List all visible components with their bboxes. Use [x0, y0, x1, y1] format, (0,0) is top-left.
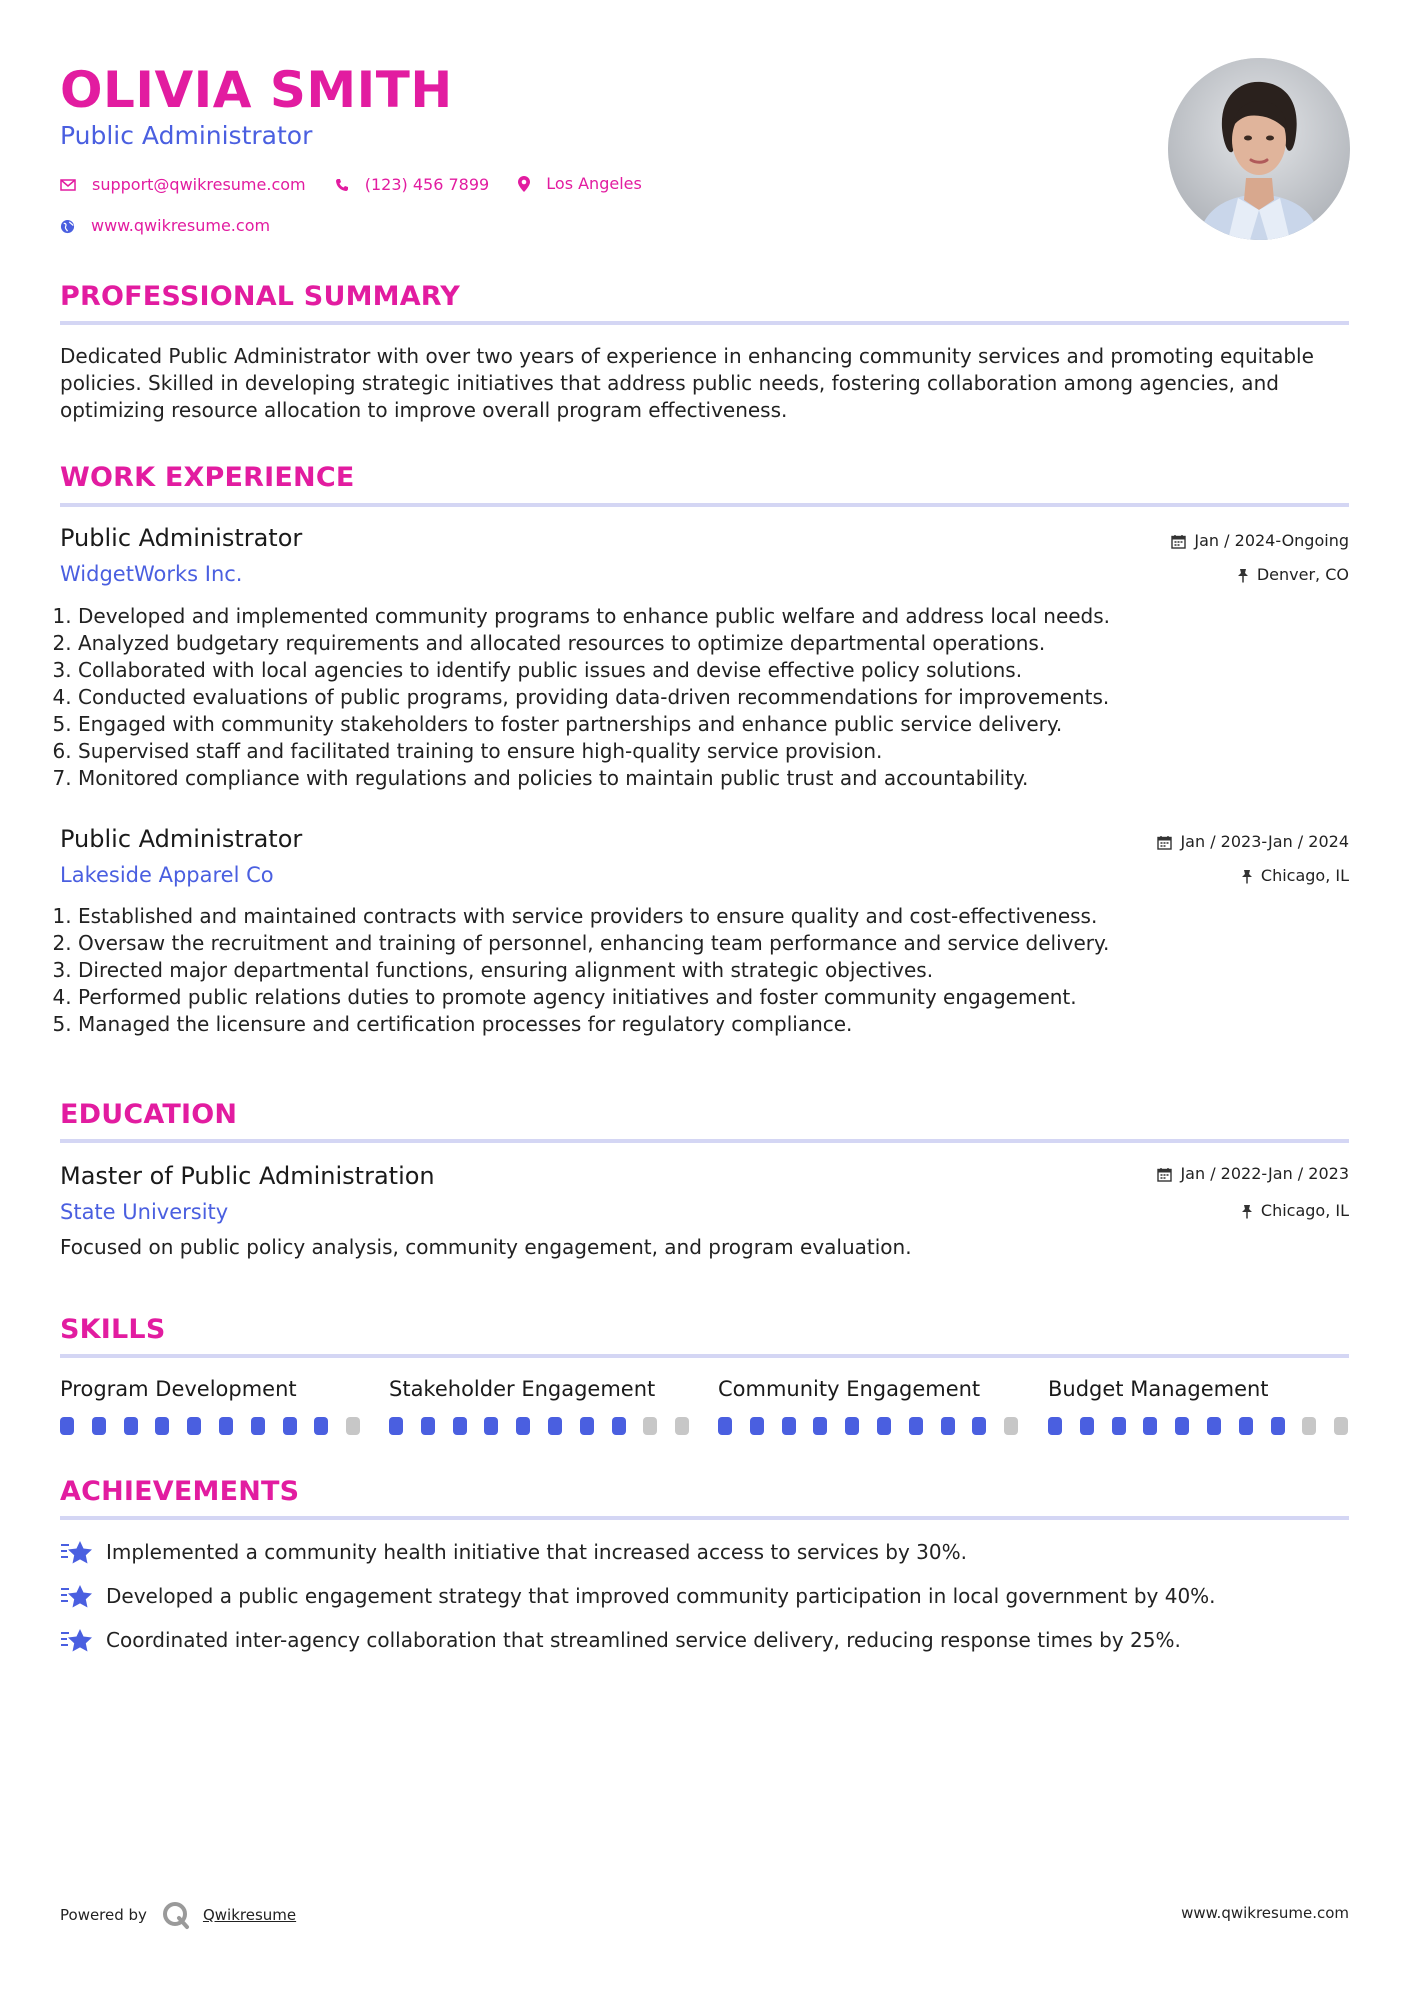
- list-item: 2. Analyzed budgetary requirements and allocated resources to optimize departmental operations.: [78, 630, 1348, 657]
- education-heading: EDUCATION: [60, 1099, 238, 1130]
- map-pin-icon: [518, 176, 530, 192]
- list-item: 3. Collaborated with local agencies to identify public issues and devise effective policy solutions.: [78, 657, 1348, 684]
- list-item: 7. Monitored compliance with regulations and policies to maintain public trust and accountability.: [78, 765, 1348, 792]
- education-dates: [1157, 1163, 1349, 1185]
- job-dates-text: Jan / 2023-Jan / 2024: [1180, 832, 1349, 851]
- summary-text: Dedicated Public Administrator with over two years of experience in enhancing community services and promoting equitable policies. Skilled in developing strategic initiatives that address public needs, fostering collaboration among agencies, and optimizing resource allocation to improve overall program effectiveness.: [60, 344, 1314, 422]
- skill-dot-empty: [1004, 1417, 1018, 1435]
- skill-dot-filled: [516, 1417, 530, 1435]
- envelope-icon: [60, 178, 76, 192]
- skill-dot-filled: [283, 1417, 297, 1435]
- education-description: Focused on public policy analysis, community engagement, and program evaluation.: [60, 1235, 912, 1259]
- achievements-heading: ACHIEVEMENTS: [60, 1476, 300, 1507]
- profile-photo: [1168, 58, 1350, 240]
- candidate-title: Public Administrator: [60, 121, 313, 150]
- summary-heading: PROFESSIONAL SUMMARY: [60, 281, 461, 312]
- section-divider: [60, 1516, 1349, 1520]
- skill-dot-filled: [1271, 1417, 1285, 1435]
- job-title: Public Administrator: [60, 524, 303, 552]
- skill-dot-filled: [782, 1417, 796, 1435]
- resume-page: [60, 0, 1349, 1990]
- job-duties: [60, 603, 1348, 792]
- skill-item: [389, 1375, 689, 1435]
- star-icon: [60, 1628, 94, 1654]
- skill-dot-filled: [1207, 1417, 1221, 1435]
- email-text: support@qwikresume.com: [92, 175, 306, 194]
- skill-dot-filled: [813, 1417, 827, 1435]
- achievement-item: [60, 1627, 1181, 1654]
- pushpin-icon: [1241, 869, 1253, 884]
- skill-dot-filled: [421, 1417, 435, 1435]
- phone-icon: [335, 178, 349, 192]
- list-item: 1. Established and maintained contracts with service providers to ensure quality and cost-effectiveness.: [78, 903, 1348, 930]
- education-location: [1241, 1200, 1349, 1222]
- skill-dot-empty: [1334, 1417, 1348, 1435]
- footer-website[interactable]: www.qwikresume.com: [1181, 1904, 1349, 1922]
- achievement-text: Implemented a community health initiative that increased access to services by 30%.: [106, 1540, 967, 1564]
- skill-dot-filled: [612, 1417, 626, 1435]
- skills-heading: SKILLS: [60, 1314, 166, 1345]
- skill-dot-filled: [718, 1417, 732, 1435]
- job-location-text: Denver, CO: [1256, 565, 1349, 584]
- job-dates-text: Jan / 2024-Ongoing: [1194, 531, 1349, 550]
- job-location: [1241, 865, 1349, 887]
- education-location-text: Chicago, IL: [1260, 1201, 1349, 1220]
- calendar-icon: [1157, 835, 1172, 850]
- skill-rating: [1048, 1417, 1348, 1435]
- skill-dot-filled: [1143, 1417, 1157, 1435]
- skill-dot-filled: [877, 1417, 891, 1435]
- skill-dot-empty: [643, 1417, 657, 1435]
- contact-info: [60, 172, 666, 235]
- skill-dot-filled: [124, 1417, 138, 1435]
- contact-location: [518, 172, 642, 196]
- list-item: 5. Managed the licensure and certification processes for regulatory compliance.: [78, 1011, 1348, 1038]
- globe-icon: [60, 219, 75, 234]
- skill-dot-filled: [1175, 1417, 1189, 1435]
- degree-title: Master of Public Administration: [60, 1162, 435, 1190]
- job-duties: [60, 903, 1348, 1038]
- school-name: State University: [60, 1200, 229, 1224]
- calendar-icon: [1171, 534, 1186, 549]
- skill-name: Community Engagement: [718, 1377, 981, 1401]
- footer-brand-link[interactable]: Qwikresume: [202, 1906, 297, 1924]
- list-item: 5. Engaged with community stakeholders to foster partnerships and enhance public service delivery.: [78, 711, 1348, 738]
- skill-rating: [718, 1417, 1018, 1435]
- skill-dot-filled: [845, 1417, 859, 1435]
- powered-by-label: Powered by: [60, 1906, 147, 1924]
- skill-name: Budget Management: [1048, 1377, 1269, 1401]
- list-item: 6. Supervised staff and facilitated training to ensure high-quality service provision.: [78, 738, 1348, 765]
- contact-website[interactable]: [60, 214, 270, 238]
- list-item: 2. Oversaw the recruitment and training of personnel, enhancing team performance and service delivery.: [78, 930, 1348, 957]
- job-company: Lakeside Apparel Co: [60, 863, 274, 887]
- skill-dot-filled: [92, 1417, 106, 1435]
- skill-dot-filled: [484, 1417, 498, 1435]
- skill-name: Stakeholder Engagement: [389, 1377, 656, 1401]
- skill-dot-empty: [1302, 1417, 1316, 1435]
- job-title: Public Administrator: [60, 825, 303, 853]
- section-divider: [60, 1139, 1349, 1143]
- skill-dot-filled: [314, 1417, 328, 1435]
- pushpin-icon: [1237, 568, 1249, 583]
- skill-dot-filled: [219, 1417, 233, 1435]
- skill-rating: [60, 1417, 360, 1435]
- qwikresume-logo-icon: [161, 1900, 191, 1930]
- achievement-text: Coordinated inter-agency collaboration that streamlined service delivery, reducing response times by 25%.: [106, 1628, 1181, 1652]
- job-location-text: Chicago, IL: [1260, 866, 1349, 885]
- list-item: 3. Directed major departmental functions, ensuring alignment with strategic objectives.: [78, 957, 1348, 984]
- list-item: 4. Performed public relations duties to promote agency initiatives and foster community engagement.: [78, 984, 1348, 1011]
- list-item: 1. Developed and implemented community programs to enhance public welfare and address local needs.: [78, 603, 1348, 630]
- skill-dot-empty: [346, 1417, 360, 1435]
- phone-text: (123) 456 7899: [364, 175, 490, 194]
- footer-powered-by: [60, 1900, 296, 1930]
- skill-dot-filled: [1080, 1417, 1094, 1435]
- location-text: Los Angeles: [546, 174, 642, 193]
- skill-item: [1048, 1375, 1348, 1435]
- skill-dot-filled: [251, 1417, 265, 1435]
- candidate-name: OLIVIA SMITH: [60, 61, 453, 119]
- skill-dot-filled: [1239, 1417, 1253, 1435]
- job-location: [1237, 564, 1349, 586]
- contact-phone[interactable]: [335, 173, 489, 197]
- skill-item: [60, 1375, 360, 1435]
- section-divider: [60, 1354, 1349, 1358]
- skill-rating: [389, 1417, 689, 1435]
- skill-dot-filled: [548, 1417, 562, 1435]
- achievement-item: [60, 1583, 1216, 1610]
- skill-dot-filled: [580, 1417, 594, 1435]
- skill-item: [718, 1375, 1018, 1435]
- skill-dot-filled: [155, 1417, 169, 1435]
- skill-dot-empty: [675, 1417, 689, 1435]
- section-divider: [60, 503, 1349, 507]
- skill-dot-filled: [909, 1417, 923, 1435]
- skill-name: Program Development: [60, 1377, 297, 1401]
- calendar-icon: [1157, 1167, 1172, 1182]
- star-icon: [60, 1540, 94, 1566]
- job-company: WidgetWorks Inc.: [60, 562, 243, 586]
- experience-heading: WORK EXPERIENCE: [60, 462, 355, 493]
- website-text: www.qwikresume.com: [91, 216, 271, 235]
- education-dates-text: Jan / 2022-Jan / 2023: [1180, 1164, 1349, 1183]
- list-item: 4. Conducted evaluations of public programs, providing data-driven recommendations for improvements.: [78, 684, 1348, 711]
- skill-dot-filled: [187, 1417, 201, 1435]
- skill-dot-filled: [389, 1417, 403, 1435]
- achievement-text: Developed a public engagement strategy that improved community participation in local government by 40%.: [106, 1584, 1216, 1608]
- skill-dot-filled: [1112, 1417, 1126, 1435]
- section-divider: [60, 321, 1349, 325]
- star-icon: [60, 1584, 94, 1610]
- achievement-item: [60, 1539, 967, 1566]
- pushpin-icon: [1241, 1204, 1253, 1219]
- contact-email[interactable]: [60, 173, 306, 197]
- skill-dot-filled: [972, 1417, 986, 1435]
- skill-dot-filled: [60, 1417, 74, 1435]
- skill-dot-filled: [750, 1417, 764, 1435]
- skill-dot-filled: [453, 1417, 467, 1435]
- portrait-photo-icon: [1168, 58, 1350, 240]
- skill-dot-filled: [1048, 1417, 1062, 1435]
- skill-dot-filled: [941, 1417, 955, 1435]
- job-dates: [1171, 530, 1349, 552]
- job-dates: [1157, 831, 1349, 853]
